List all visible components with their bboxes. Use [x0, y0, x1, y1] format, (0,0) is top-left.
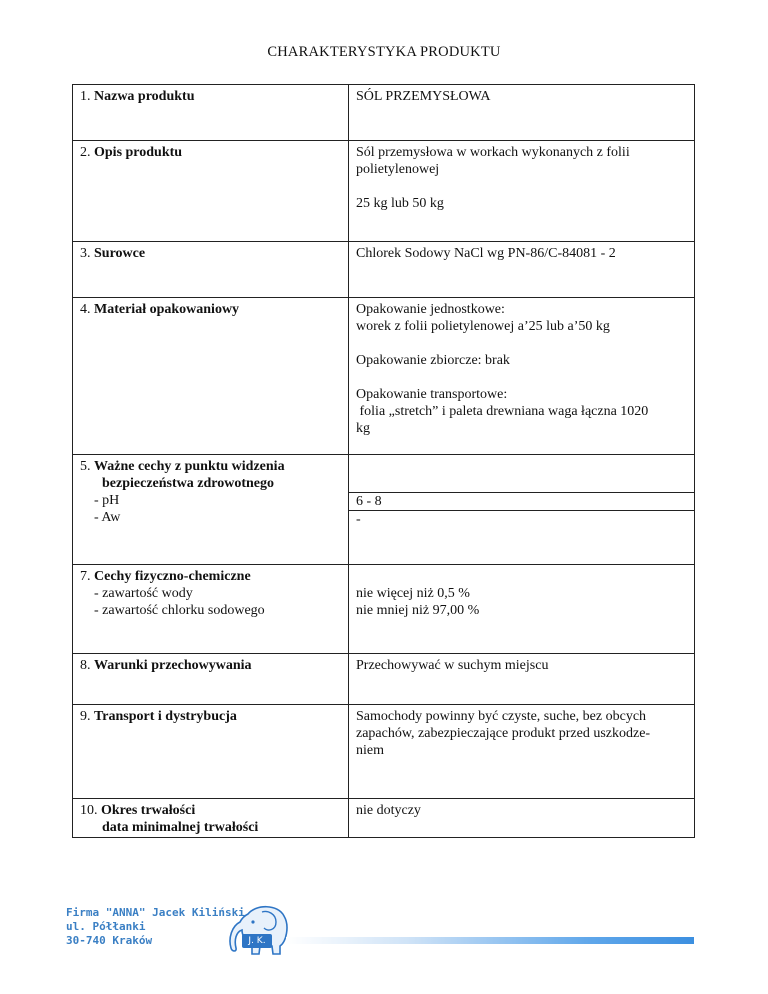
- table-row: [73, 85, 695, 141]
- row-value: nie więcej niż 0,5 %: [356, 586, 470, 601]
- row-value: kg: [356, 421, 370, 436]
- row-label-cell: [73, 242, 349, 298]
- row-number: 8.: [80, 658, 91, 673]
- row-number: 1.: [80, 89, 91, 104]
- row-label: Warunki przechowywania: [94, 658, 252, 673]
- row-label: Surowce: [94, 246, 146, 261]
- row-number: 4.: [80, 302, 91, 317]
- table-row: [73, 298, 695, 455]
- logo-badge: J. K.: [242, 934, 272, 948]
- row-label: data minimalnej trwałości: [102, 820, 259, 835]
- row-label-cell: [73, 85, 349, 141]
- row-label: Nazwa produktu: [94, 89, 195, 104]
- row-value: 6 - 8: [349, 492, 694, 510]
- table-row: [73, 242, 695, 298]
- row-value: Sól przemysłowa w workach wykonanych z folii: [356, 145, 630, 160]
- row-value: niem: [356, 743, 384, 758]
- row-value-cell: [349, 565, 695, 654]
- row-value-cell: [349, 298, 695, 455]
- company-address: [66, 906, 245, 948]
- row-label: Transport i dystrybucja: [94, 709, 237, 724]
- row-value: polietylenowej: [356, 162, 440, 177]
- table-row: [73, 141, 695, 242]
- row-value-cell: [349, 705, 695, 799]
- row-value: 25 kg lub 50 kg: [356, 196, 444, 211]
- row-value: nie dotyczy: [356, 803, 421, 818]
- row-number: 9.: [80, 709, 91, 724]
- company-name: Firma "ANNA" Jacek Kiliński: [66, 906, 245, 919]
- footer-accent-bar: [286, 937, 694, 944]
- row-number: 10.: [80, 803, 98, 818]
- row-label: Ważne cechy z punktu widzenia: [94, 459, 285, 474]
- row-value-cell: [349, 799, 695, 838]
- product-spec-table: [72, 84, 695, 838]
- row-label: Opis produktu: [94, 145, 183, 160]
- row-label-cell: [73, 799, 349, 838]
- row-sub-label: - Aw: [94, 510, 121, 525]
- row-label-cell: [73, 654, 349, 705]
- row-value: Samochody powinny być czyste, suche, bez obcych: [356, 709, 647, 724]
- row-value-cell: [349, 242, 695, 298]
- row-value: Opakowanie jednostkowe:: [356, 302, 505, 317]
- elephant-icon: [226, 902, 296, 958]
- row-label: Materiał opakowaniowy: [94, 302, 240, 317]
- row-number: 5.: [80, 459, 91, 474]
- row-value: Przechowywać w suchym miejscu: [356, 658, 549, 673]
- row-value: folia „stretch” i paleta drewniana waga łączna 1020: [356, 404, 649, 419]
- row-value: zapachów, zabezpieczające produkt przed uszkodze-: [356, 726, 651, 741]
- row-sub-label: - pH: [94, 493, 120, 508]
- row-label-cell: [73, 705, 349, 799]
- footer: [66, 906, 696, 966]
- row-number: 2.: [80, 145, 91, 160]
- row-value-cell: [349, 85, 695, 141]
- row-value-cell: [349, 654, 695, 705]
- row-value-cell: [349, 141, 695, 242]
- row-value: Opakowanie zbiorcze: brak: [356, 353, 510, 368]
- row-label-cell: [73, 565, 349, 654]
- row-sub-label: - zawartość wody: [94, 586, 193, 601]
- row-number: 7.: [80, 569, 91, 584]
- row-value: worek z folii polietylenowej a’25 lub a’50 kg: [356, 319, 610, 334]
- table-row: [73, 455, 695, 565]
- row-label-cell: [73, 298, 349, 455]
- row-value: -: [349, 510, 694, 528]
- company-street: ul. Półłanki: [66, 920, 146, 933]
- table-row: [73, 565, 695, 654]
- table-row: [73, 654, 695, 705]
- row-value: SÓL PRZEMYSŁOWA: [356, 89, 491, 104]
- document-title: CHARAKTERYSTYKA PRODUKTU: [267, 44, 501, 60]
- row-value-cell: [349, 455, 695, 565]
- row-label-cell: [73, 141, 349, 242]
- table-row: [73, 705, 695, 799]
- row-label-cell: [73, 455, 349, 565]
- row-label: bezpieczeństwa zdrowotnego: [102, 476, 274, 491]
- row-label: Cechy fizyczno-chemiczne: [94, 569, 251, 584]
- row-value: Chlorek Sodowy NaCl wg PN-86/C-84081 - 2: [356, 246, 616, 261]
- row-sub-label: - zawartość chlorku sodowego: [94, 603, 265, 618]
- row-number: 3.: [80, 246, 91, 261]
- company-city: 30-740 Kraków: [66, 934, 153, 947]
- row-value: nie mniej niż 97,00 %: [356, 603, 480, 618]
- row-value: Opakowanie transportowe:: [356, 387, 508, 402]
- row-label: Okres trwałości: [101, 803, 196, 818]
- table-row: [73, 799, 695, 838]
